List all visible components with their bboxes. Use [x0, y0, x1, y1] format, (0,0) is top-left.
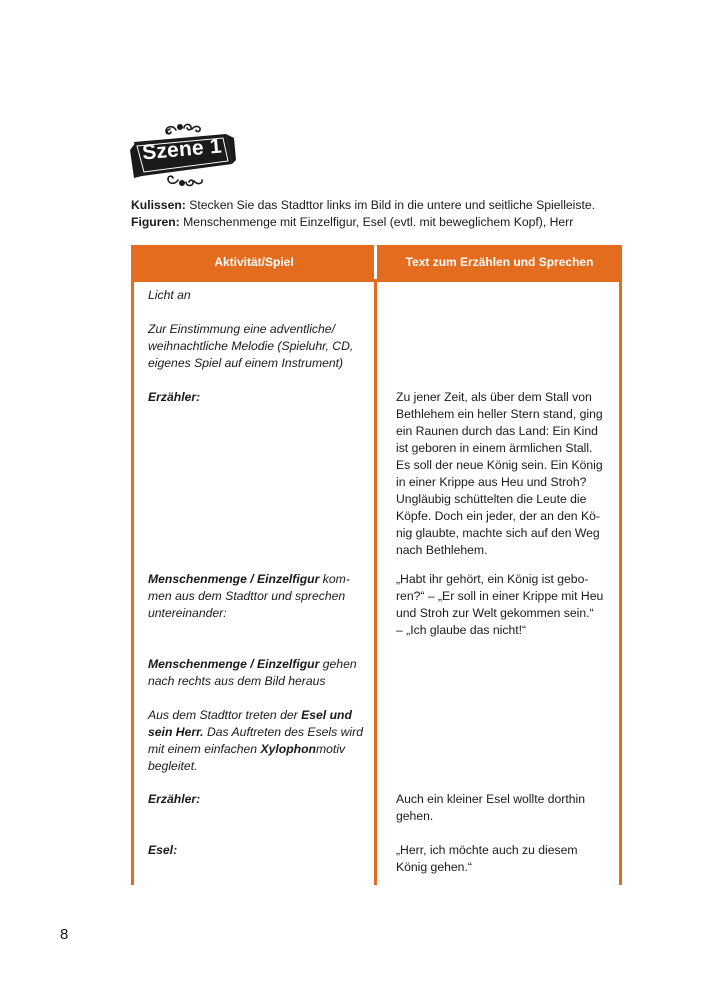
row-menge1-figure: Menschenmenge / Einzelfigur — [148, 572, 320, 586]
row-erzaehler2-line-1: Auch ein kleiner Esel wollte dorthin — [396, 792, 586, 806]
row-menge1-line-2: men aus dem Stadttor und sprechen — [148, 589, 346, 603]
row-erzaehler2-text — [396, 791, 618, 825]
table-border-middle — [374, 279, 377, 885]
row-menge1-text — [396, 571, 618, 639]
row-esel-auftritt-line-1-pre: Aus dem Stadttor treten der — [148, 708, 302, 722]
row-esel-auftritt-line-4: begleitet. — [148, 759, 198, 773]
row-esel-text — [396, 842, 618, 876]
row-esel-activity — [148, 842, 370, 859]
scene-table — [131, 245, 622, 885]
row-erzaehler1-line-2: Bethlehem ein heller Stern stand, ging — [396, 407, 603, 421]
row-melodie-activity — [148, 321, 370, 372]
row-menge1-text-line-3: und Stroh zur Welt gekommen sein.“ — [396, 606, 594, 620]
row-erzaehler1-line-3: ein Raunen durch das Land: Ein Kind — [396, 424, 598, 438]
row-licht-line: Licht an — [148, 288, 191, 302]
row-esel-auftritt-line-3-bold: Xylophon — [260, 742, 316, 756]
row-melodie-line-1: Zur Einstimmung eine adventliche/ — [148, 322, 335, 336]
row-licht-activity — [148, 287, 370, 304]
row-esel-line-2: König gehen.“ — [396, 860, 472, 874]
row-esel-line-1: „Herr, ich möchte auch zu diesem — [396, 843, 578, 857]
figuren-text: Menschenmenge mit Einzelfigur, Esel (evtl. mit beweglichem Kopf), Herr — [179, 215, 574, 229]
table-border-left — [131, 279, 134, 885]
intro-block — [131, 197, 631, 231]
header-activity: Aktivität/Spiel — [214, 255, 294, 269]
row-esel-auftritt-line-3-pre: mit einem einfachen — [148, 742, 261, 756]
figuren-line — [131, 214, 631, 231]
header-text: Text zum Erzählen und Sprechen — [405, 255, 594, 269]
row-erzaehler1-line-1: Zu jener Zeit, als über dem Stall von — [396, 390, 592, 404]
row-erzaehler1-line-8: Köpfe. Doch ein jeder, der an den Kö- — [396, 509, 600, 523]
row-melodie-line-2: weihnachtliche Melodie (Spieluhr, CD, — [148, 339, 354, 353]
row-menge1-text-line-1: „Habt ihr gehört, ein König ist gebo- — [396, 572, 589, 586]
row-menge1-text-line-4: – „Ich glaube das nicht!“ — [396, 623, 527, 637]
row-menge1-activity — [148, 571, 370, 622]
row-esel-auftritt-line-1-bold: Esel und — [301, 708, 352, 722]
row-esel-speaker: Esel: — [148, 843, 178, 857]
row-erzaehler1-line-9: nig glaubte, machte sich auf den Weg — [396, 526, 600, 540]
kulissen-text: Stecken Sie das Stadttor links im Bild in die untere und seitliche Spielleiste. — [185, 198, 596, 212]
row-erzaehler1-line-7: Ungläubig schüttelten die Leute die — [396, 492, 587, 506]
table-header — [131, 245, 622, 279]
row-menge2-line-2: nach rechts aus dem Bild heraus — [148, 674, 326, 688]
table-border-right — [619, 279, 622, 885]
row-esel-auftritt-activity — [148, 707, 370, 775]
row-esel-auftritt-line-2-bold: sein Herr. — [148, 725, 204, 739]
row-erzaehler1-line-4: ist geboren in einem ärmlichen Stall. — [396, 441, 593, 455]
row-menge2-activity — [148, 656, 370, 690]
row-erzaehler1-speaker: Erzähler: — [148, 390, 201, 404]
row-erzaehler2-activity — [148, 791, 370, 808]
kulissen-line — [131, 197, 631, 214]
row-erzaehler1-line-10: nach Bethlehem. — [396, 543, 488, 557]
figuren-label: Figuren: — [131, 215, 180, 229]
row-menge2-line-1-rest: gehen — [319, 657, 357, 671]
row-esel-auftritt-line-2-rest: Das Auftreten des Esels wird — [203, 725, 363, 739]
row-esel-auftritt-line-3-rest: motiv — [316, 742, 346, 756]
row-erzaehler2-line-2: gehen. — [396, 809, 434, 823]
row-menge1-line-1-rest: kom- — [319, 572, 350, 586]
row-menge2-figure: Menschenmenge / Einzelfigur — [148, 657, 320, 671]
row-melodie-line-3: eigenes Spiel auf einem Instrument) — [148, 356, 344, 370]
row-menge1-line-3: untereinander: — [148, 606, 227, 620]
row-erzaehler1-activity — [148, 389, 370, 406]
row-erzaehler2-speaker: Erzähler: — [148, 792, 201, 806]
row-erzaehler1-line-5: Es soll der neue König sein. Ein König — [396, 458, 603, 472]
row-menge1-text-line-2: ren?“ – „Er soll in einer Krippe mit Heu — [396, 589, 604, 603]
row-erzaehler1-line-6: in einer Krippe aus Heu und Stroh? — [396, 475, 587, 489]
scene-banner — [128, 120, 238, 190]
scene-title: Szene 1 — [141, 134, 223, 165]
kulissen-label: Kulissen: — [131, 198, 186, 212]
row-erzaehler1-text — [396, 389, 618, 559]
page-number: 8 — [60, 926, 69, 943]
